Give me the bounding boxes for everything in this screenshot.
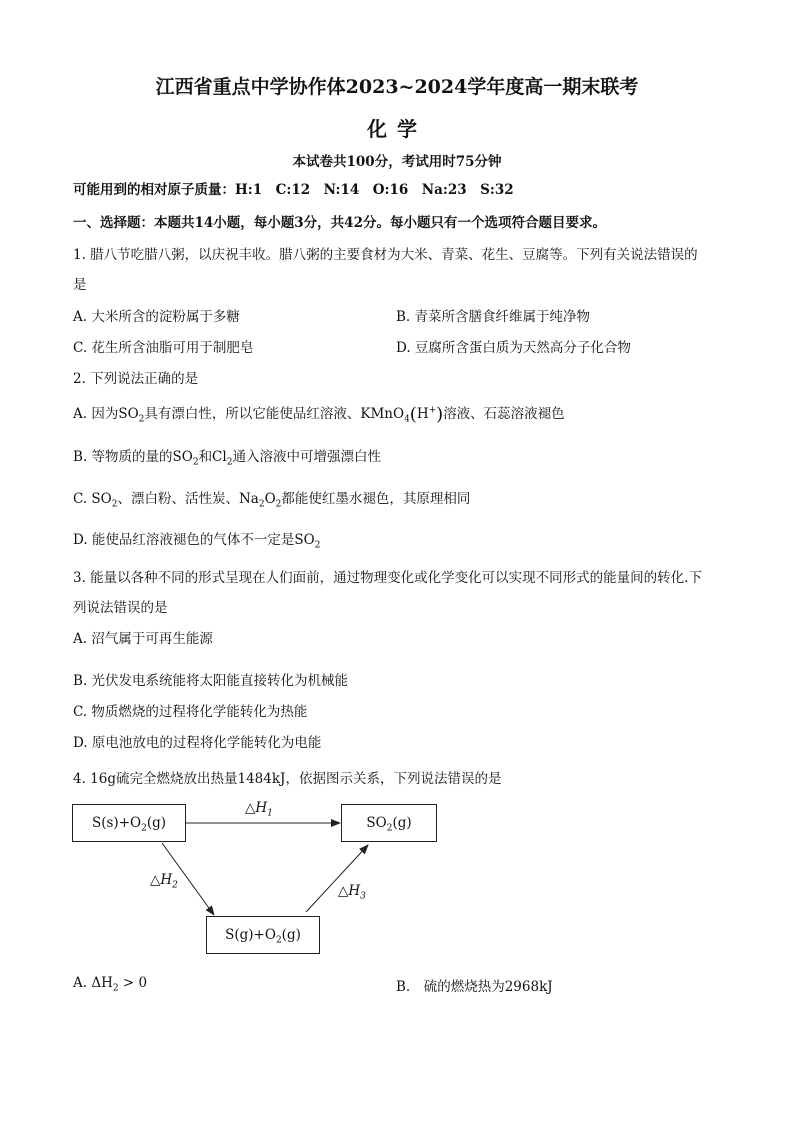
- q1-stem-line2: 是: [73, 277, 87, 293]
- q1-option-b: B. 青菜所含膳食纤维属于纯净物: [396, 309, 591, 325]
- q4-option-b: B. 硫的燃烧热为2968kJ: [396, 979, 553, 995]
- q1-option-a: A. 大米所含的淀粉属于多糖: [73, 309, 240, 325]
- atomic-mass-values: H:1 C:12 N:14 O:16 Na:23 S:32: [235, 182, 514, 198]
- text: 具有漂白性，所以它能使品红溶液、KMnO: [144, 406, 405, 422]
- text: A. 因为SO: [73, 406, 139, 422]
- q4-stem: 4. 16g硫完全燃烧放出热量1484kJ，依据图示关系，下列说法错误的是: [73, 771, 502, 787]
- sub: 2: [386, 823, 393, 834]
- q3-option-a: A. 沼气属于可再生能源: [73, 631, 213, 647]
- text: H: [416, 406, 429, 422]
- text: △H: [338, 883, 361, 899]
- text: (g): [281, 927, 301, 943]
- arrow-h3: [306, 845, 368, 912]
- exam-info: 本试卷共100分，考试用时75分钟: [292, 154, 502, 170]
- sub: 2: [172, 880, 178, 891]
- q3-option-b: B. 光伏发电系统能将太阳能直接转化为机械能: [73, 673, 349, 689]
- sub: 2: [258, 499, 265, 510]
- text: (g): [392, 815, 412, 831]
- atomic-mass-label: 可能用到的相对原子质量：: [73, 182, 235, 198]
- text: 溶液、石蕊溶液褪色: [443, 406, 565, 422]
- sub: 1: [267, 808, 273, 819]
- text: △H: [150, 872, 173, 888]
- q1-option-c: C. 花生所含油脂可用于制肥皂: [73, 340, 254, 356]
- q3-option-d: D. 原电池放电的过程将化学能转化为电能: [73, 735, 322, 751]
- q1-option-d: D. 豆腐所含蛋白质为天然高分子化合物: [396, 340, 631, 356]
- sub: 2: [111, 499, 118, 510]
- sup: +: [428, 405, 437, 416]
- sub: 2: [226, 457, 233, 468]
- paren: (: [409, 404, 417, 425]
- sub: 2: [138, 414, 145, 425]
- text: (g): [146, 815, 166, 831]
- sub: 2: [314, 540, 321, 551]
- q2-stem: 2. 下列说法正确的是: [73, 371, 199, 387]
- box-s-gas-o2: [206, 916, 320, 954]
- exam-title: 江西省重点中学协作体2023~2024学年度高一期末联考: [155, 76, 639, 98]
- sub: 2: [112, 983, 119, 994]
- text: 、漂白粉、活性炭、Na: [117, 491, 259, 507]
- sub: 2: [192, 457, 199, 468]
- subject-title: 化学: [367, 117, 427, 141]
- label-h2: [150, 872, 178, 891]
- box-s-solid-o2: [72, 804, 186, 842]
- text: △H: [245, 800, 268, 816]
- text: S(s)+O: [91, 815, 142, 831]
- section-heading: 一、选择题：本题共14小题，每小题3分，共42分。每小题只有一个选项符合题目要求。: [73, 215, 606, 231]
- text: B. 等物质的量的SO: [73, 449, 193, 465]
- text: SO: [366, 815, 387, 831]
- text: 通入溶液中可增强漂白性: [232, 449, 381, 465]
- q3-stem-line2: 列说法错误的是: [73, 600, 168, 616]
- sub: 4: [404, 414, 410, 425]
- q1-stem-line1: 1. 腊八节吃腊八粥，以庆祝丰收。腊八粥的主要食材为大米、青菜、花生、豆腐等。下列有关说法错误的: [73, 247, 698, 263]
- text: O: [264, 491, 276, 507]
- text: C. SO: [73, 491, 112, 507]
- text: S(g)+O: [225, 927, 276, 943]
- text: 都能使红墨水褪色，其原理相同: [281, 491, 471, 507]
- text: A. ΔH: [73, 975, 113, 991]
- paren: ): [436, 404, 444, 425]
- sub: 2: [275, 935, 282, 946]
- sub: 2: [141, 823, 147, 834]
- box-so2: [341, 804, 437, 842]
- q3-stem-line1: 3. 能量以各种不同的形式呈现在人们面前，通过物理变化或化学变化可以实现不同形式的能量间的转化.下: [73, 570, 702, 586]
- text: 和Cl: [198, 449, 227, 465]
- sub: 2: [275, 499, 282, 510]
- q3-option-c: C. 物质燃烧的过程将化学能转化为热能: [73, 704, 308, 720]
- label-h3: [338, 883, 366, 902]
- text: > 0: [118, 975, 148, 991]
- sub: 3: [360, 891, 366, 902]
- text: D. 能使品红溶液褪色的气体不一定是SO: [73, 532, 315, 548]
- label-h1: [245, 800, 273, 819]
- q4-option-a: [73, 975, 147, 994]
